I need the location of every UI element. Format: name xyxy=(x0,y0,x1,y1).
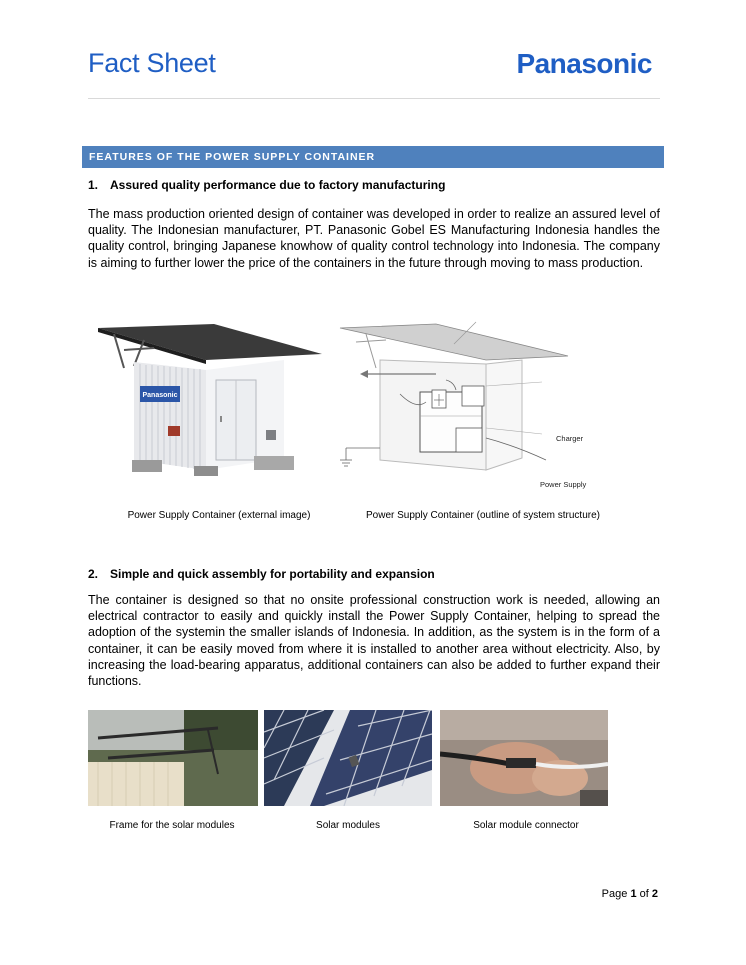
feature1-heading xyxy=(88,178,445,192)
solar-modules-photo xyxy=(264,710,432,806)
container-external-image xyxy=(94,320,324,480)
feature2-number: 2. xyxy=(88,567,99,581)
solar-frame-photo xyxy=(88,710,258,806)
feature1-number: 1. xyxy=(88,178,99,192)
panasonic-logo: Panasonic xyxy=(516,48,652,79)
figure1-caption-external: Power Supply Container (external image) xyxy=(127,510,311,521)
figure2-caption-connector: Solar module connector xyxy=(473,820,579,831)
section-heading-bar: FEATURES OF THE POWER SUPPLY CONTAINER xyxy=(82,146,664,168)
power-supply-label: Power Supply xyxy=(540,480,587,489)
solar-connector-photo xyxy=(440,710,608,806)
feature2-heading-text: Simple and quick assembly for portability and expansion xyxy=(110,567,435,581)
figure2-caption-modules: Solar modules xyxy=(316,820,380,831)
page-prefix: Page xyxy=(601,888,628,900)
figure2-caption-frame: Frame for the solar modules xyxy=(109,820,235,831)
feature2-heading xyxy=(88,567,435,581)
page-title: Fact Sheet xyxy=(88,48,216,78)
charger-label: Charger xyxy=(556,434,584,443)
figure1-caption-diagram: Power Supply Container (outline of system structure) xyxy=(366,510,600,521)
feature2-paragraph: The container is designed so that no onsite professional construction work is needed, allowing an electrical contractor to easily and quickly install the Power Supply Container, helping to spread the adoption of the systemin the smaller islands of Indonesia. In addition, as the system is in the form of a container, it can be easily moved from where it is installed to another area without electricity. Also, by increasing the load-bearing apparatus, additional containers can also be added to further expand their functions. xyxy=(88,593,660,689)
page-total: 2 xyxy=(651,888,658,900)
page-of: of xyxy=(639,888,649,900)
system-structure-diagram xyxy=(336,320,600,494)
page-number xyxy=(602,888,658,900)
feature1-heading-text: Assured quality performance due to factory manufacturing xyxy=(110,178,446,192)
container-sign: Panasonic xyxy=(142,392,178,399)
header-divider xyxy=(88,98,660,99)
feature1-paragraph: The mass production oriented design of container was developed in order to realize an assured level of quality. The Indonesian manufacturer, PT. Panasonic Gobel ES Manufacturing Indonesia handles the quality control, bringing Japanese knowhow of quality control technology into Indonesia. The company is aiming to further lower the price of the containers in the future through moving to mass production. xyxy=(88,207,660,270)
page-current: 1 xyxy=(630,888,637,900)
